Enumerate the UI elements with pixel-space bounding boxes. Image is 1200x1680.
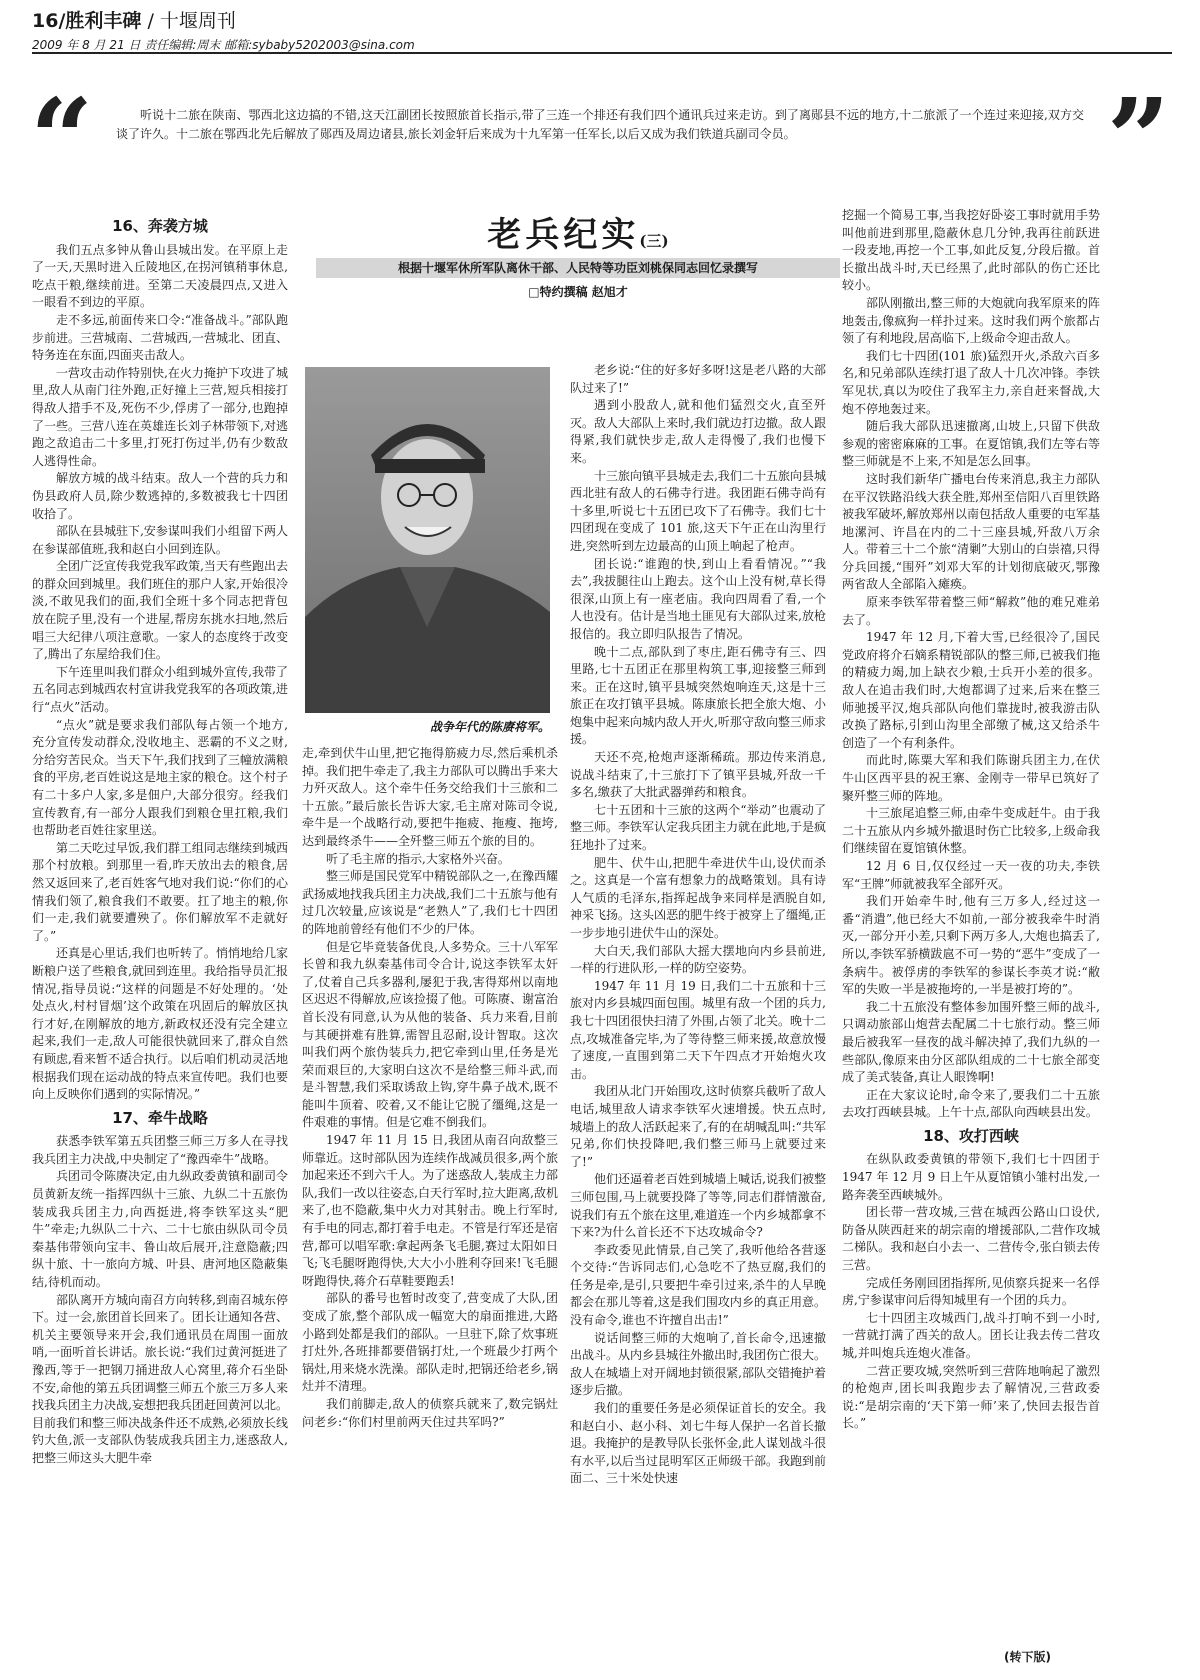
paragraph: 挖掘一个简易工事,当我挖好卧姿工事时就用手势叫他前进到那里,隐蔽休息几分钟,我再往前跃进一段麦地,再挖一个工事,如此反复,分段后撤。首长撤出战斗时,天已经黑了,此时部队的伤亡还比较小。 bbox=[842, 208, 1100, 293]
issue-info: 2009 年 8 月 21 日 责任编辑:周末 邮箱:sybaby5202003@sina.com bbox=[32, 38, 415, 52]
article-headline bbox=[320, 207, 836, 256]
paragraph: 老乡说:“住的好多好多呀!这是老八路的大部队过来了!” bbox=[570, 363, 826, 395]
paragraph: 团长带一营攻城,三营在城西公路山口设伏,防备从陕西赶来的胡宗南的增援部队,二营作攻城二梯队。我和赵白小去一、二营传令,张白锁去传三营。 bbox=[842, 1205, 1100, 1273]
paragraph: 解放方城的战斗结束。敌人一个营的兵力和伪县政府人员,除少数逃掉的,多数被我七十四团收拾了。 bbox=[32, 471, 288, 521]
continued-note: (转下版) bbox=[1004, 1650, 1051, 1664]
paragraph: 我们前脚走,敌人的侦察兵就来了,数完锅灶问老乡:“你们村里前两天住过共军吗?” bbox=[302, 1396, 558, 1429]
section-name: 胜利丰碑 bbox=[65, 10, 142, 32]
paragraph: 在纵队政委黄镇的带领下,我们七十四团于 1947 年 12 月 9 日上午从夏馆镇小雏村出发,一路奔袭至西峡城外。 bbox=[842, 1152, 1100, 1202]
close-quote-icon: ” bbox=[1106, 74, 1170, 203]
paragraph: 走,牵到伏牛山里,把它拖得筋疲力尽,然后乘机杀掉。我们把牛牵走了,我主力部队可以腾出手来大力歼灭敌人。这个牵牛任务交给我们十三旅和二十五旅。”最后旅长告诉大家,毛主席对陈司令说,牵牛是一个战略行动,要把牛拖疲、拖瘦、拖垮,达到最终杀牛——全歼整三师五个旅的目的。 bbox=[302, 746, 558, 848]
paragraph: 团长说:“谁跑的快,到山上看看情况。”“我去”,我拔腿往山上跑去。这个山上没有树,草长得很深,山顶上有一座老庙。我向四周看了看,一个人也没有。估计是当地土匪见有大部队过来,放枪报信的。我立即归队报告了情况。 bbox=[570, 556, 826, 641]
intro-quote-box bbox=[30, 74, 1170, 203]
paragraph: 我们七十四团(101 旅)猛烈开火,杀敌六百多名,和兄弟部队连续打退了敌人十几次冲锋。李铁军见状,真以为咬住了我军主力,亲自赶来督战,大炮不停地轰过来。 bbox=[842, 348, 1100, 416]
section-heading-16: 16、奔袭方城 bbox=[112, 217, 208, 235]
paragraph: 完成任务刚回团指挥所,见侦察兵捉来一名俘虏,宁参谋审问后得知城里有一个团的兵力。 bbox=[842, 1275, 1100, 1308]
paragraph: 部队的番号也暂时改变了,营变成了大队,团变成了旅,整个部队成一幅宽大的扇面推进,大路小路到处都是我们的部队。一旦驻下,除了炊事班打灶外,各班排都要借锅打灶,一个班最少打两个锅灶,用来烧水洗澡。部队走时,把锅还给老乡,锅灶并不清理。 bbox=[302, 1291, 558, 1394]
paragraph: 部队离开方城向南召方向转移,到南召城东停下。过一会,旅团首长回来了。团长让通知各营、机关主要领导来开会,我们通讯员在周围一面放哨,一面听首长讲话。旅长说:“我们过黄河挺进了豫西,等于一把钢刀捅进敌人心窝里,蒋介石坐卧不安,命他的第五兵团调整三师五个旅三万多人来找我兵团主力决战,妄想把我兵团赶回黄河以北。目前我们和整三师决战条件还不成熟,必须放长线钓大鱼,派一支部队伪装成我兵团主力,迷惑敌人,把整三师这头大肥牛牵 bbox=[32, 1292, 288, 1465]
paragraph: 遇到小股敌人,就和他们猛烈交火,直至歼灭。敌人大部队上来时,我们就边打边撤。敌人跟得紧,我们就快步走,敌人走得慢了,我们也慢下来。 bbox=[570, 398, 826, 465]
paragraph: 天还不亮,枪炮声逐渐稀疏。那边传来消息,说战斗结束了,十三旅打下了镇平县城,歼敌一千多名,缴获了大批武器弹药和粮食。 bbox=[570, 750, 826, 800]
masthead bbox=[32, 6, 1172, 53]
paragraph: 第二天吃过早饭,我们群工组同志继续到城西那个村放粮。到那里一看,昨天放出去的粮食,居然又返回来了,老百姓客气地对我们说:“你们的心情我们领了,粮食我们不敢要。扛了地主的粮,你们一走,我们就要遭殃了。你们解放军不走就好了。” bbox=[32, 840, 288, 943]
page-number: 16/ bbox=[32, 10, 66, 32]
paragraph: 部队刚撤出,整三师的大炮就向我军原来的阵地轰击,像疯狗一样扑过来。这时我们两个旅都占领了有利地段,居高临下,上级命令迎击敌人。 bbox=[842, 295, 1100, 346]
paragraph: 原来李铁军带着整三师“解救”他的难兄难弟去了。 bbox=[842, 595, 1100, 627]
headline-suffix: (三) bbox=[639, 232, 669, 250]
paragraph: 我们开始牵牛时,他有三万多人,经过这一番“消遣”,他已经大不如前,一部分被我牵牛时消灭,一部分开小差,只剩下两万多人,大炮也搞丢了,所以,李铁军骄横跋扈不可一势的“恶牛”变成了一条病牛。被俘虏的李铁军的参谋长李英才说:“敝军的失败一半是被拖垮的,一半是被打垮的”。 bbox=[842, 894, 1100, 997]
photo-caption: 战争年代的陈赓将军。 bbox=[429, 720, 550, 734]
paper-name: 十堰周刊 bbox=[159, 10, 236, 32]
paragraph: 正在大家议论时,命令来了,要我们二十五旅去攻打西峡县城。上午十点,部队向西峡县出发。 bbox=[842, 1087, 1100, 1120]
column-2 bbox=[302, 745, 558, 1665]
paragraph: 我二十五旅没有整体参加围歼整三师的战斗,只调动旅部山炮营去配属二十七旅行动。整三师最后被我军一昼夜的战斗解决掉了,我们九纵的一些部队,像原来由分区部队组成的二十七旅全部变成了美式装备,真让人眼馋啊! bbox=[842, 999, 1100, 1085]
paragraph: 1947 年 12 月,下着大雪,已经很冷了,国民党政府将介石嫡系精锐部队的整三师,已被我们拖的精疲力竭,加上缺衣少粮,士兵开小差的很多。敌人在追击我们时,大炮都调了过来,后来在整三师驰援平汉,炮兵部队向他们靠拢时,被我游击队改换了路标,引到山沟里全部缴了械,这又给杀牛创造了一个有利条件。 bbox=[842, 630, 1100, 750]
paragraph: 随后我大部队迅速撤离,山坡上,只留下供敌参观的密密麻麻的工事。在夏馆镇,我们左等右等整三师就是不上来,不知是怎么回事。 bbox=[842, 419, 1100, 469]
open-quote-icon: “ bbox=[30, 74, 94, 203]
paragraph: 获悉李铁军第五兵团整三师三万多人在寻找我兵团主力决战,中央制定了“豫西牵牛”战略。 bbox=[32, 1134, 288, 1166]
column-1 bbox=[32, 212, 288, 1662]
paragraph: 听了毛主席的指示,大家格外兴奋。 bbox=[326, 851, 510, 866]
paragraph: 我们五点多钟从鲁山县城出发。在平原上走了一天,天黑时进入丘陵地区,在拐河镇稍事休息,吃点干粮,继续前进。至第二天凌晨四点,又进入一眼看不到边的平原。 bbox=[32, 242, 288, 310]
section-heading-18: 18、攻打西峡 bbox=[923, 1126, 1019, 1145]
paragraph: 我团从北门开始围攻,这时侦察兵截听了敌人电话,城里敌人请求李铁军火速增援。快五点时,城墙上的敌人活跃起来了,有的在胡喊乱叫:“共军兄弟,你们快投降吧,我们整三师马上就要过来了!” bbox=[570, 1084, 826, 1169]
paragraph: 二营正要攻城,突然听到三营阵地响起了激烈的枪炮声,团长叫我跑步去了解情况,三营政委说:“是胡宗南的‘天下第一师’来了,快回去报告首长。” bbox=[842, 1363, 1100, 1431]
paragraph: 我们的重要任务是必须保证首长的安全。我和赵白小、赵小科、刘七牛每人保护一名首长撤退。我掩护的是教导队长张怀金,此人谋划战斗很有水平,以后当过昆明军区正师级干部。我跑到前面二、三十米处快速 bbox=[570, 1401, 826, 1486]
paragraph: 而此时,陈粟大军和我们陈谢兵团主力,在伏牛山区西平县的祝王寨、金刚寺一带早已筑好了聚歼整三师的阵地。 bbox=[842, 753, 1100, 803]
paragraph: 部队在县城驻下,安参谋叫我们小组留下两人在参谋部值班,我和赵白小回到连队。 bbox=[32, 524, 288, 556]
paragraph: 十三旅尾追整三师,由牵牛变成赶牛。由于我二十五旅从内乡城外撤退时伤亡比较多,上级命我们继续留在夏馆镇休整。 bbox=[842, 806, 1100, 856]
paragraph: 下午连里叫我们群众小组到城外宣传,我带了五名同志到城西农村宣讲我党我军的各项政策,进行“点火”活动。 bbox=[32, 664, 288, 715]
paragraph: 整三师是国民党军中精锐部队之一,在豫西耀武扬威地找我兵团主力决战,我们二十五旅与他有过几次较量,应该说是“老熟人”了,我们七十四团的阵地前曾经有他们不少的尸体。 bbox=[302, 869, 558, 936]
paragraph: 晚十二点,部队到了枣庄,距石佛寺有三、四里路,七十五团正在那里构筑工事,迎接整三师到来。正在这时,镇平县城突然炮响连天,这是十三旅正在攻打镇平县城。陈康旅长把全旅大炮、小炮集中起来向城内敌人开火,听那守敌向整三师求援。 bbox=[570, 644, 826, 747]
title-separator: / bbox=[141, 10, 160, 32]
paragraph: 1947 年 11 月 19 日,我们二十五旅和十三旅对内乡县城四面包围。城里有敌一个团的兵力,我七十四团很快扫清了外围,占领了北关。晚十二点,攻城准备完毕,为了等待整三师来援,故意放慢了速度,一直围到第二天下午四点才开始炮火攻击。 bbox=[570, 978, 826, 1081]
paragraph: 他们还逼着老百姓到城墙上喊话,说我们被整三师包围,马上就要投降了等等,同志们群情激奋,说我们有五个旅在这里,难道连一个内乡城都拿不下来?为什么首长还不下达攻城命令? bbox=[570, 1172, 826, 1240]
column-4 bbox=[842, 207, 1100, 1645]
paragraph: 1947 年 11 月 15 日,我团从南召向敌整三师靠近。这时部队因为连续作战减员很多,两个旅加起来还不到六千人。为了迷惑敌人,装成主力部队,我们一改以往姿态,白天行军时,拉大距离,敌机来了,也不隐蔽,集中火力对其射击。晚上行军时,有手电的同志,都打着手电走。不管是行军还是宿营,都可以唱军歌:拿起两条飞毛腿,赛过太阳如日飞;飞毛腿呀跑得快,大大小小胜利夺回来!飞毛腿呀跑得快,蒋介石草鞋要跑丢! bbox=[302, 1133, 558, 1288]
paragraph: 十三旅向镇平县城走去,我们二十五旅向县城西北驻有敌人的石佛寺行进。我团距石佛寺尚有十多里,听说七十五团已攻下了石佛寺。我们七十四团现在变成了 101 旅,这天下午正在山沟里行进,突然听到左边最高的山顶上响起了枪声。 bbox=[570, 468, 826, 553]
paragraph: 肥牛、伏牛山,把肥牛牵进伏牛山,设伏而杀之。这真是一个富有想象力的战略策划。具有诗人气质的毛泽东,指挥起战争来同样是洒脱自如,神采飞扬。这头凶恶的肥牛终于被穿上了缰绳,正一步步地引进伏牛山的深处。 bbox=[570, 855, 826, 940]
paragraph: 还真是心里话,我们也听转了。悄悄地给几家断粮户送了些粮食,就回到连里。我给指导员汇报情况,指导员说:“这样的问题是不好处理的。‘处处点火,村村冒烟’这个政策在巩固后的解放区执行才好,在刚解放的地方,新政权还没有完全建立起来,我们一走,敌人可能很快就回来了,群众自然有顾虑,看来暂不适合执行。以后咱们机动灵活地根据我们现在运动战的特点来宣传吧。我们也要向上反映你们遇到的实际情况。” bbox=[32, 946, 288, 1102]
paragraph: 李政委见此情景,自己笑了,我听他给各营逐个交待:“告诉同志们,心急吃不了热豆腐,我们的任务是牵,是引,只要把牛牵引过来,杀牛的人早晚都会在那儿等着,这是我们围攻内乡的真正用意。没有命令,谁也不许擅自出击!” bbox=[570, 1242, 826, 1328]
paragraph: “点火”就是要求我们部队每占领一个地方,充分宣传发动群众,没收地主、恶霸的不义之财,分给穷苦民众。当天下午,我们找到了三幢放满粮食的平房,老百姓说这是地主家的粮仓。这个村子有二十多户人家,多是佃户,大部分很穷。经我们宣传教育,有一部分人跟我们到粮仓里扛粮,我们也帮助老百姓往家里送。 bbox=[32, 717, 288, 838]
headline-title: 老兵纪实 bbox=[487, 215, 640, 255]
paragraph: 这时我们新华广播电台传来消息,我主力部队在平汉铁路沿线大获全胜,郑州至信阳八百里铁路被我军破坏,解放郑州以南包括敌人重要的屯军基地漯河、许昌在内的二十三座县城,歼敌八万余人。带着三十二个旅“清剿”大别山的白崇禧,只得分兵回援,“围歼”刘邓大军的计划彻底破灭,鄂豫两省敌人全部陷入瘫痪。 bbox=[842, 471, 1100, 592]
paragraph: 12 月 6 日,仅仅经过一天一夜的功夫,李铁军“王牌”师就被我军全部歼灭。 bbox=[842, 858, 1100, 891]
column-3 bbox=[570, 362, 826, 1662]
paragraph: 七十四团主攻城西门,战斗打响不到一小时,一营就打满了西关的敌人。团长让我去传二营攻城,并叫炮兵连炮火准备。 bbox=[842, 1310, 1100, 1360]
page-title bbox=[32, 6, 1172, 33]
paragraph: 走不多远,前面传来口令:“准备战斗。”部队跑步前进。三营城南、二营城西,一营城北、团直、特务连在东面,四面夹击敌人。 bbox=[32, 312, 288, 363]
masthead-rule bbox=[32, 52, 1172, 54]
paragraph: 兵团司令陈赓决定,由九纵政委黄镇和副司令员黄新友统一指挥四纵十三旅、九纵二十五旅伪装成我兵团主力,向西挺进,将李铁军这头“肥牛”牵走;九纵队二十六、二十七旅由纵队司令员秦基伟带领向宝丰、鲁山故后展开,注意隐蔽;四纵十旅、十一旅向方城、叶县、唐河地区隐蔽集结,待机而动。 bbox=[32, 1169, 288, 1290]
byline: □特约撰稿 赵旭才 bbox=[528, 285, 628, 299]
portrait-photo bbox=[305, 367, 550, 713]
paragraph: 说话间整三师的大炮响了,首长命令,迅速撤出战斗。从内乡县城往外撤出时,我团伤亡很大。敌人在城墙上对开阔地封锁很紧,部队交错掩护着逐步后撤。 bbox=[570, 1330, 826, 1398]
paragraph: 七十五团和十三旅的这两个“举动”也震动了整三师。李铁军认定我兵团主力就在此地,于是疯狂地扑了过来。 bbox=[570, 802, 826, 853]
paragraph: 大白天,我们部队大摇大摆地向内乡县前进,一样的行进队形,一样的防空姿势。 bbox=[570, 943, 826, 976]
intro-text: 听说十二旅在陕南、鄂西北这边搞的不错,这天江副团长按照旅首长指示,带了三连一个排还有我们四个通讯兵过来走访。到了离郧县不远的地方,十二旅派了一个连过来迎接,双方交谈了许久。十二旅在鄂西北先后解放了郧西及周边诸县,旅长刘金轩后来成为十九军第一任军长,以后又成为我们铁道兵副司令员。 bbox=[116, 108, 1084, 141]
article-subtitle-banner: 根据十堰军休所军队离休干部、人民特等功臣刘桃保同志回忆录撰写 bbox=[316, 258, 840, 278]
section-heading-17: 17、牵牛战略 bbox=[112, 1108, 208, 1127]
paragraph: 全团广泛宣传我党我军政策,当天有些跑出去的群众回到城里。我们班住的那户人家,开始很冷淡,不敢见我们的面,我们全班十多个同志把背包放在院子里,没有一个进屋,帮房东挑水扫地,然后唱三大纪律八项注意歌。一家人的态度终于改变了,腾出了东屋给我们住。 bbox=[32, 559, 288, 662]
paragraph: 一营攻击动作特别快,在火力掩护下攻进了城里,敌人从南门往外跑,正好撞上三营,短兵相接打得敌人措手不及,死伤不少,俘虏了一部分,也跑掉了一些。三营八连在英雄连长刘子林带领下,对逃跑之敌追击二十多里,打死打伤过半,仍有少数敌人逃得性命。 bbox=[32, 365, 288, 468]
paragraph: 但是它毕竟装备优良,人多势众。三十八军军长曾和我九纵秦基伟司令合计,说这李铁军太奸了,仗着自己兵多器利,屡犯于我,害得郑州以南地区迟迟不得解放,应该捡掇了他。可陈赓、谢富治首长没有同意,认为从他的装备、兵力来看,目前与其硬拼难有胜算,需智且忍耐,设计智取。这次叫我们两个旅伪装兵力,把它牵到山里,任务是光荣而艰巨的,大家明白这次不是给整三师斗武,而是斗智慧,我们采取诱敌上钩,穿牛鼻子战术,既不能叫牛顶着、咬着,又不能让它脱了缰绳,这是一件艰难的事情。但是它难不倒我们。 bbox=[302, 939, 558, 1130]
portrait-illustration bbox=[305, 367, 550, 713]
